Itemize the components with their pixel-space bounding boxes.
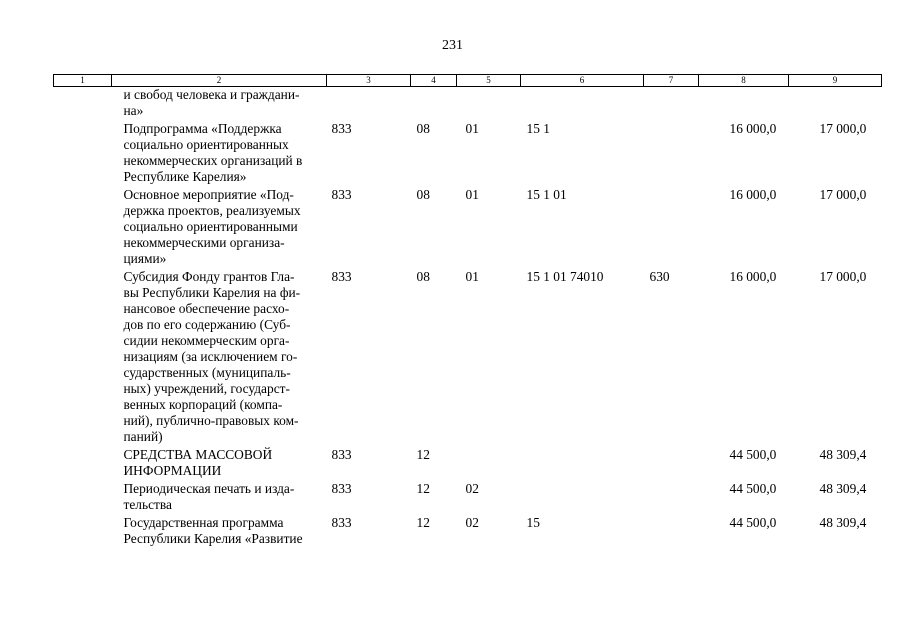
row-admin-code: 833 — [331, 187, 352, 202]
row-expense-type — [644, 121, 699, 187]
row-subsection-code: 01 — [465, 269, 479, 284]
row-number-cell — [54, 269, 112, 447]
row-admin-code: 833 — [331, 269, 352, 284]
column-header-9: 9 — [789, 75, 882, 87]
row-amount-year1: 16 000,0 — [729, 187, 777, 202]
row-subsection-code — [457, 447, 521, 481]
row-expense-type — [644, 187, 699, 269]
row-amount-year1: 44 500,0 — [729, 481, 777, 496]
row-target-code: 15 — [526, 515, 540, 530]
row-section-code: 08 — [416, 187, 430, 202]
table-row — [54, 187, 882, 269]
column-header-4: 4 — [411, 75, 457, 87]
row-target-code — [521, 447, 644, 481]
row-admin-code: 833 — [331, 447, 352, 462]
column-header-1: 1 — [54, 75, 112, 87]
row-admin-code: 833 — [331, 515, 352, 530]
table-row — [54, 515, 882, 549]
row-expense-type — [644, 87, 699, 122]
row-target-code: 15 1 01 74010 — [526, 269, 604, 284]
row-section-code: 12 — [416, 481, 430, 496]
row-number-cell — [54, 187, 112, 269]
table-row — [54, 481, 882, 515]
page-number: 231 — [442, 38, 463, 53]
row-name: Субсидия Фонду грантов Гла- вы Республики Карелия на фи- нансовое обеспечение расхо- дов по его содержанию (Суб- сидии некоммерческим орга- низациям (за исключением го- сударственных (муниципаль- ных) учреждений, государст- венных корпораций (компа- ний), публично-правовых ком- паний) — [123, 269, 301, 444]
row-amount-year2: 48 309,4 — [819, 447, 867, 462]
row-section-code: 12 — [416, 515, 430, 530]
row-subsection-code: 01 — [465, 121, 479, 136]
column-header-7: 7 — [644, 75, 699, 87]
row-expense-type — [644, 447, 699, 481]
row-section-code: 08 — [416, 269, 430, 284]
row-target-code: 15 1 01 — [526, 187, 567, 202]
row-expense-type — [644, 481, 699, 515]
row-subsection-code — [457, 87, 521, 122]
row-name: Периодическая печать и изда- тельства — [123, 481, 295, 512]
row-name: и свобод человека и граждани- на» — [123, 87, 300, 118]
row-target-code: 15 1 — [526, 121, 550, 136]
row-amount-year2: 17 000,0 — [819, 187, 867, 202]
row-amount-year1: 16 000,0 — [729, 269, 777, 284]
row-admin-code: 833 — [331, 121, 352, 136]
row-admin-code: 833 — [331, 481, 352, 496]
table-row — [54, 269, 882, 447]
row-amount-year1: 44 500,0 — [729, 515, 777, 530]
row-section-code: 08 — [416, 121, 430, 136]
row-amount-year1 — [699, 87, 789, 122]
row-amount-year2: 17 000,0 — [819, 269, 867, 284]
row-number-cell — [54, 515, 112, 549]
row-name: Подпрограмма «Поддержка социально ориентированных некоммерческих организаций в Республике Карелия» — [123, 121, 303, 184]
row-name: Основное мероприятие «Под- держка проектов, реализуемых социально ориентированными некоммерческими организа- циями» — [123, 187, 301, 266]
row-section-code: 12 — [416, 447, 430, 462]
row-target-code — [521, 481, 644, 515]
row-subsection-code: 02 — [465, 515, 479, 530]
row-amount-year1: 44 500,0 — [729, 447, 777, 462]
row-section-code — [411, 87, 457, 122]
row-amount-year2: 48 309,4 — [819, 515, 867, 530]
column-header-2: 2 — [112, 75, 327, 87]
row-expense-type: 630 — [649, 269, 670, 284]
row-amount-year1: 16 000,0 — [729, 121, 777, 136]
row-amount-year2: 17 000,0 — [819, 121, 867, 136]
row-subsection-code: 01 — [465, 187, 479, 202]
column-header-6: 6 — [521, 75, 644, 87]
table-row — [54, 121, 882, 187]
row-amount-year2 — [789, 87, 882, 122]
column-header-5: 5 — [457, 75, 521, 87]
row-subsection-code: 02 — [465, 481, 479, 496]
row-name: Государственная программа Республики Карелия «Развитие — [123, 515, 303, 546]
table-row — [54, 447, 882, 481]
row-admin-code — [327, 87, 411, 122]
column-header-3: 3 — [327, 75, 411, 87]
row-expense-type — [644, 515, 699, 549]
row-number-cell — [54, 447, 112, 481]
column-number-header-row — [54, 75, 882, 87]
table-row — [54, 87, 882, 122]
row-target-code — [521, 87, 644, 122]
row-name: СРЕДСТВА МАССОВОЙ ИНФОРМАЦИИ — [123, 447, 273, 478]
column-header-8: 8 — [699, 75, 789, 87]
budget-table — [53, 74, 882, 549]
row-amount-year2: 48 309,4 — [819, 481, 867, 496]
row-number-cell — [54, 87, 112, 122]
row-number-cell — [54, 481, 112, 515]
row-number-cell — [54, 121, 112, 187]
